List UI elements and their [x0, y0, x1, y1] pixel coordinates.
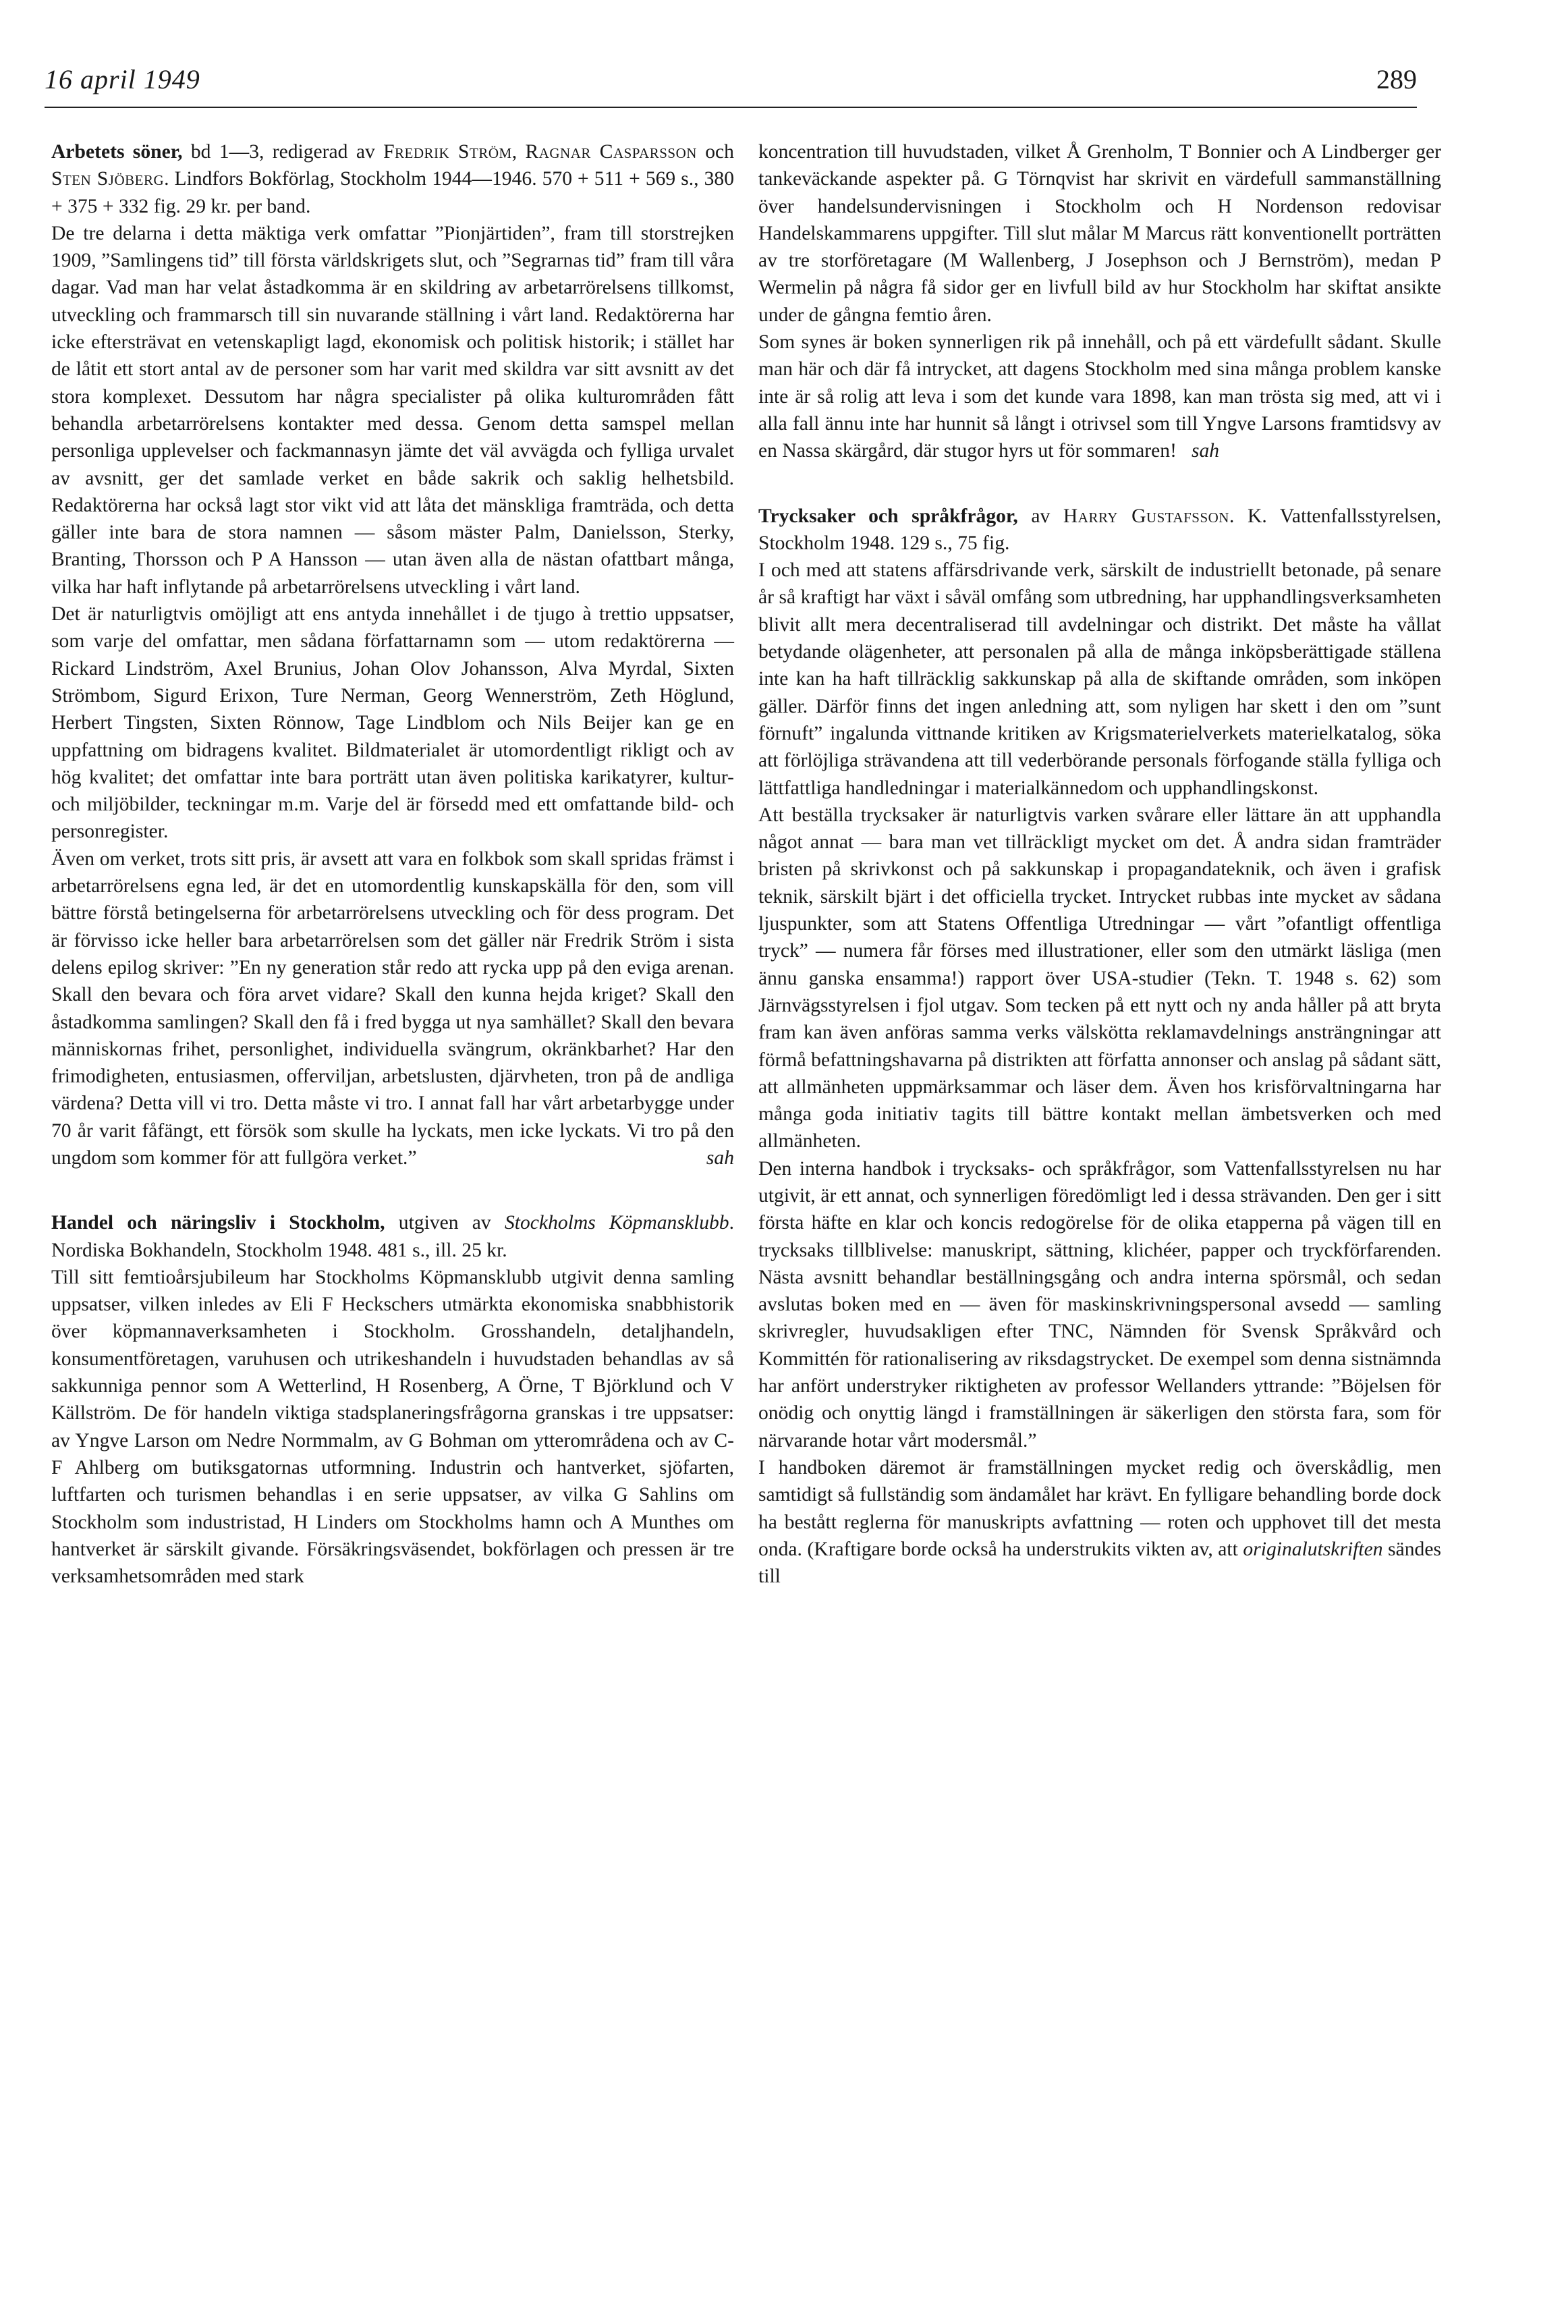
review-paragraph-text: I handboken däremot är framställningen mycket redig och överskådlig, men samtidigt så fullständig som ändamålet har krävt. En fylligare behandling borde dock ha bestått reglerna för manuskripts avfattning — roten och upphovet till det mesta onda. (Kraftigare borde också ha understrukits vikten av, att [758, 1456, 1441, 1560]
review-info: av [1017, 505, 1063, 527]
reviewer-signature: sah [1191, 440, 1220, 462]
spacer [758, 465, 1441, 503]
review-paragraph: De tre delarna i detta mäktiga verk omfattar ”Pionjärtiden”, fram till storstrejken 1909, ”Samlingens tid” till första världskrigets slut, och ”Segrarnas tid” fram till våra dagar. Vad man har velat åstadkomma är en skildring av arbetarrörelsens tillkomst, utveckling och frammarsch till sin nuvarande ställning i vårt land. Redaktörerna har icke eftersträvat en vetenskapligt lagd, ekonomisk och politisk historik; i stället har de låtit ett stort antal av de personer som har varit med skildra var sitt avsnitt av det stora komplexet. Dessutom har några specialister på olika kulturområden fått behandla arbetarrörelsens kontakter med dessa. Genom detta samspel mellan personliga upplevelser och fackmannasyn jämte det väl avvägda och fylliga urvalet av avsnitt, ger det samlade verket en både sakrik och saklig helhetsbild. Redaktörerna har också lagt stor vikt vid att låta det mänskliga framträda, och detta gäller inte bara de stora namnen — såsom mäster Palm, Danielsson, Sterky, Branting, Thorsson och P A Hansson — utan även alla de nästan ofattbart många, vilka har haft inflytande på arbetarrörelsens utveckling i vårt land. [51, 222, 734, 598]
separator: och [696, 141, 734, 163]
review-paragraph [758, 329, 1441, 464]
review-paragraph: Till sitt femtioårsjubileum har Stockholms Köpmansklubb utgivit denna samling uppsatser, vilken inledes av Eli F Heckschers utmärkta ekonomiska snabbhistorik över köpmannaverksamheten i Stockholm. Grosshandeln, detaljhandeln, konsumentföretagen, varuhusen och utrikeshandeln i huvudstaden behandlas av så sakkunniga pennor som A Wetterlind, H Rosenberg, A Örne, T Björklund och V Källström. De för handeln viktiga stadsplaneringsfrågorna granskas i tre uppsatser: av Yngve Larson om Nedre Normmalm, av G Bohman om ytterområdena och av C-F Ahlberg om butiksgatornas utformning. Industrin och hantverket, sjöfarten, luftfarten och turismen behandlas i en serie uppsatser, av vilka G Sahlins om Stockholm som industristad, H Linders om Stockholms hamn och A Munthes om hantverket är särskilt givande. Försäkringsväsendet, bokförlagen och pressen är tre verksamhetsområden med stark [51, 1266, 734, 1588]
review-title: Arbetets söner, [51, 141, 183, 163]
review-paragraph: Det är naturligtvis omöjligt att ens antyda innehållet i de tjugo à trettio uppsatser, som varje del omfattar, men sådana författarnamn som — utom redaktörerna — Rickard Lindström, Axel Brunius, Johan Olov Johansson, Alva Myrdal, Sixten Strömbom, Sigurd Erixon, Ture Nerman, Georg Wennerström, Zeth Höglund, Herbert Tingsten, Sixten Rönnow, Tage Lindblom och Nils Beijer kan ge en uppfattning om bidragens kvalitet. Bildmaterialet är utomordentligt rikligt och av hög kvalitet; det omfattar inte bara porträtt utan även politiska karikatyrer, kultur- och miljöbilder, teckningar m.m. Varje del är försedd med ett omfattande bild- och personregister. [51, 603, 734, 843]
review-title: Handel och näringsliv i Stockholm, [51, 1212, 385, 1234]
review-info: utgiven av [385, 1212, 505, 1234]
author-name: Harry Gustafsson [1063, 505, 1229, 527]
page-number: 289 [1376, 64, 1417, 94]
left-column [51, 138, 734, 1590]
review-paragraph: Att beställa trycksaker är naturligtvis varken svårare eller lättare än att upphandla något annat — bara man vet tillräckligt mycket om det. Å andra sidan framträder bristen på skrivkonst och på sakkunskap i propagandateknik, och även i grafisk teknik, särskilt bjärt i det officiella trycket. Intrycket rubbas inte mycket av sådana ljuspunkter, som att Statens Offentliga Utredningar — vårt ”ofantligt offentliga tryck” — numera får förses med illustrationer, eller som den utmärkt läsliga (men ännu ganska ensamma!) rapport över USA-studier (Tekn. T. 1948 s. 62) som Järnvägsstyrelsen i fjol utgav. Som tecken på ett nytt och ny anda håller på att bryta fram kan även anföras samma verks välskötta reklamavdelnings ansträngningar att förmå befattningshavarna på distrikten att författa annonser och anslag på sådant sätt, att allmänheten uppmärksammar och läser dem. Även hos krisförvaltningarna har många goda initiativ tagits till bättre kontakt mellan ämbetsverken och med allmänheten. [758, 804, 1441, 1153]
publisher-name: Stockholms Köpmansklubb [504, 1212, 729, 1234]
reviewer-signature: sah [706, 1146, 734, 1169]
review-paragraph: I och med att statens affärsdrivande verk, särskilt de industriellt betonade, på senare år så kraftigt har växt i såväl omfång som utbredning, har upphandlingsverksamheten blivit allt mera decentraliserad till avdelningar och distrikt. Det måste ha vållat betydande olägenheter, att personalen på alla de många inköpsberättigade ställena inte kan ha haft tillräcklig sakkunskap på alla de skiftande områden, som inköpen gäller. Därför finns det ingen anledning att, som nyligen har skett i den om ”sunt förnuft” ingalunda vittnande kritiken av Krigsmaterielverkets materielkatalog, söka att förlöjliga strävandena att till vederbörande personals förfogande ställa fylliga och lättfattliga handledningar i materialkännedom och upphandlingskonst. [758, 559, 1441, 799]
review-info: . Nordiska Bokhandeln, Stockholm 1948. 481 s., ill. 25 kr. [51, 1212, 734, 1261]
review-paragraph [758, 1454, 1441, 1590]
review-paragraph-text: Som synes är boken synnerligen rik på innehåll, och på ett värdefullt sådant. Skulle man här och där få intrycket, att dagens Stockholm med sina många problem kanske inte är så rolig att leva i som det kunde vara 1898, kan man trösta sig med, att vi i alla fall ännu inte har hunnit så långt i otrivsel som till Yngve Larsons framtidsvy av en Nassa skärgård, där stugor hyrs ut för sommaren! [758, 331, 1441, 462]
editor-name: Ragnar Casparsson [525, 141, 697, 163]
separator: , [511, 141, 526, 163]
review-heading-handel [51, 1209, 734, 1264]
editor-name: Sten Sjöberg [51, 168, 165, 190]
review-paragraph-text: Även om verket, trots sitt pris, är avsett att vara en folkbok som skall spridas främst i arbetarrörelsens egna led, är det en utomordentlig kunskapskälla för den, som vill bättre förstå betingelserna för arbetarrörelsens utveckling och för dess program. Det är förvisso icke heller bara arbetarrörelsen som det gäller när Fredrik Ström i sista delens epilog skriver: ”En ny generation står redo att rycka upp på den eviga arenan. Skall den bevara och föra arvet vidare? Skall den kunna hejda kriget? Skall den åstadkomma samlingen? Skall den få i fred bygga ut nya samhället? Skall den bevara människornas frihet, personlighet, individuella svängrum, okränkbarhet? Har den frimodigheten, entusiasmen, offerviljan, arbetslusten, djärvheten, tron på de andliga värdena? Detta vill vi tro. Detta måste vi tro. I annat fall har vårt arbetarbygge under 70 år varit fåfängt, ett försök som skulle ha lyckats, men icke lyckats. Vi tro på den ungdom som kommer för att fullgöra verket.” [51, 848, 734, 1169]
review-paragraph [51, 846, 734, 1172]
review-paragraph-text: sändes till [758, 1538, 1441, 1588]
issue-date: 16 april 1949 [45, 64, 200, 94]
review-paragraph: koncentration till huvudstaden, vilket Å Grenholm, T Bonnier och A Lindberger ger tankeväckande aspekter på. G Törnqvist har skrivit en värdefull sammanställning över handelsundervisningen i Stockholm och H Nordenson redovisar Handelskammarens uppgifter. Till slut målar M Marcus rätt konventionellt porträtten av tre storföretagare (M Wallenberg, J Josephson och J Bernström), medan P Wermelin på några få sidor ger en livfull bild av hur Stockholm har skiftat ansikte under de gångna femtio åren. [758, 141, 1441, 326]
review-info: bd 1—3, redigerad av [182, 141, 384, 163]
review-heading-arbetets-soner [51, 138, 734, 220]
emphasized-term: originalutskriften [1243, 1538, 1383, 1560]
review-title: Trycksaker och språkfrågor, [758, 505, 1018, 527]
review-info: . Lindfors Bokförlag, Stockholm 1944—1946. 570 + 511 + 569 s., 380 + 375 + 332 fig. 29 kr. per band. [51, 168, 735, 217]
review-heading-trycksaker [758, 503, 1441, 557]
spacer [51, 1171, 734, 1209]
running-head [45, 59, 1417, 100]
right-column [758, 138, 1441, 1590]
review-paragraph: Den interna handbok i trycksaks- och språkfrågor, som Vattenfallsstyrelsen nu har utgivit, är ett annat, och synnerligen föredömligt led i dessa strävanden. Den ger i sitt första häfte en klar och koncis redogörelse för de olika etapperna på vägen till en trycksaks tillblivelse: manuskript, sättning, klichéer, papper och tryckförfarenden. Nästa avsnitt behandlar beställningsgång och andra interna spörsmål, och sedan avslutas boken med en — även för maskinskrivningspersonal avsedd — samling skrivregler, huvudsakligen efter TNC, Nämnden för Svensk Språkvård och Kommittén för rationalisering av riksdagstrycket. De exempel som denna sistnämnda har anfört understryker riktigheten av professor Wellanders yttrande: ”Böjelsen för onödig och onyttig längd i framställningen är säkerligen den största fara, som för närvarande hotar vårt modersmål.” [758, 1157, 1441, 1451]
editor-name: Fredrik Ström [383, 141, 512, 163]
header-rule [45, 107, 1417, 108]
review-info: . K. Vattenfallsstyrelsen, Stockholm 1948. 129 s., 75 fig. [758, 505, 1441, 554]
